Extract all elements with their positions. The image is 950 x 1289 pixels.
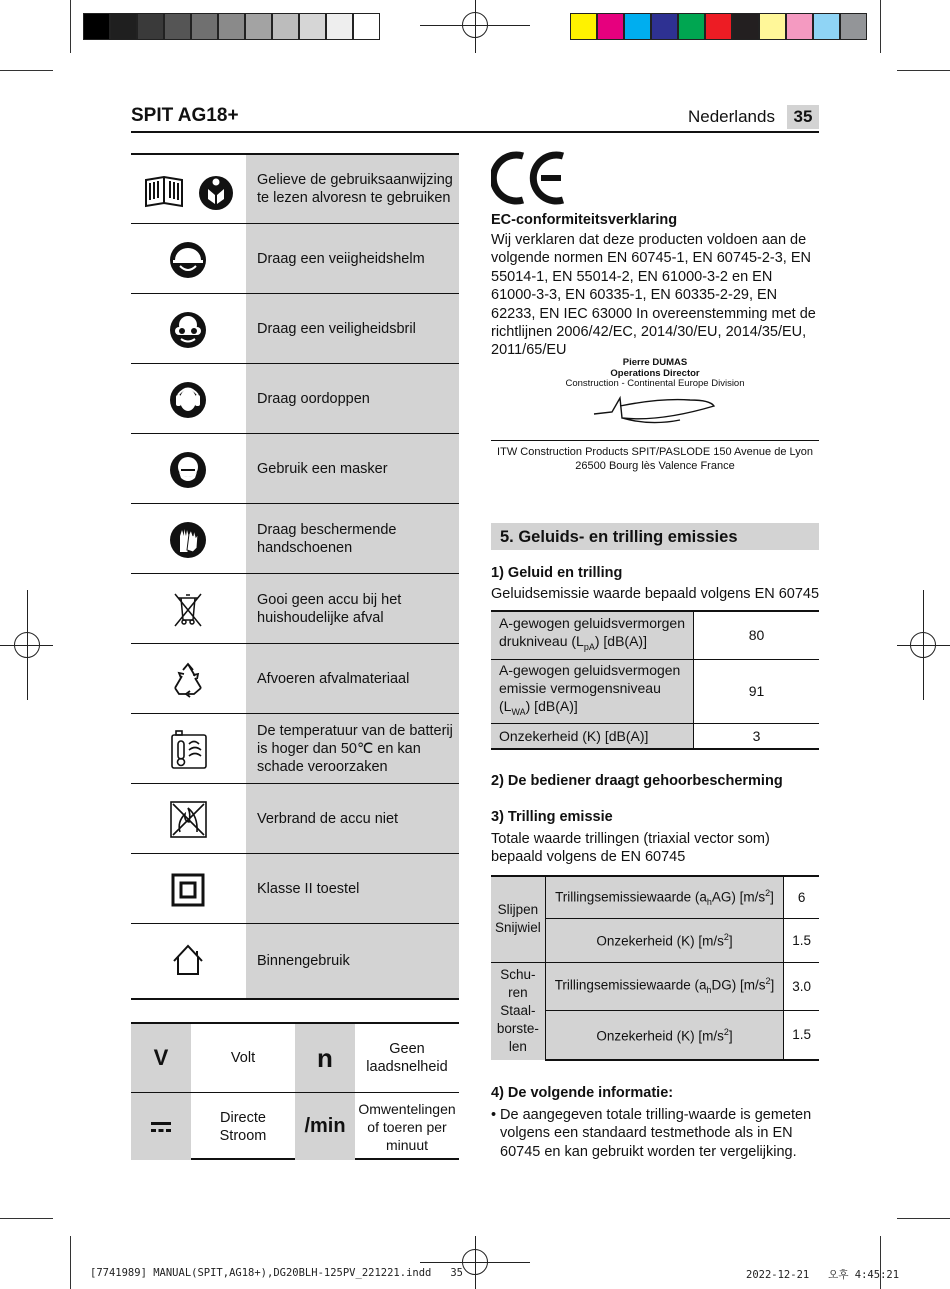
color-swatch [624, 13, 651, 40]
signer-role: Operations Director [610, 368, 700, 379]
language-label: Nederlands [688, 107, 775, 126]
safety-row [131, 853, 459, 923]
safety-row [131, 783, 459, 853]
company-address [491, 445, 819, 473]
table-row [491, 659, 819, 723]
table-cell: 3.0 [784, 962, 819, 1010]
class-2-icon [131, 854, 246, 923]
signature [590, 392, 720, 433]
crop-mark [897, 70, 950, 71]
crop-mark [0, 1218, 53, 1219]
table-row [491, 611, 819, 659]
subsection-text: Geluidsemissie waarde bepaald volgens EN 60745 [491, 586, 820, 602]
safety-text: Draag een veiligheidsbril [246, 294, 459, 363]
color-swatch [840, 13, 867, 40]
section-title: 5. Geluids- en trilling emissies [500, 528, 738, 546]
crop-mark [70, 1236, 71, 1289]
color-swatch [326, 13, 353, 40]
color-swatch [786, 13, 813, 40]
safety-row [131, 923, 459, 998]
table-cell: Onzekerheid (K) $[m/s^2]$ [545, 918, 783, 962]
table-cell: Trillingsemissiewaarde $(a_hAG)$ $[m/s^2]$ [545, 876, 783, 918]
color-swatch [678, 13, 705, 40]
safety-row [131, 293, 459, 363]
safety-row [131, 223, 459, 293]
table-cell: 80 [694, 611, 820, 659]
helmet-icon [131, 224, 246, 293]
table-row [491, 962, 819, 1010]
vibration-table [491, 875, 819, 1061]
safety-text: Gooi geen accu bij het huishoudelijke afval [246, 574, 459, 643]
safety-text: Gebruik een masker [246, 434, 459, 503]
company-line: ITW Construction Products SPIT/PASLODE 150 Avenue de Lyon [497, 446, 813, 458]
company-line: 26500 Bourg lès Valence France [575, 460, 735, 472]
print-timestamp: 2022-12-21 오후 4:45:21 [746, 1269, 900, 1281]
safety-row [131, 153, 459, 223]
table-cell: 91 [694, 659, 820, 723]
subsection-heading: 3) Trilling emissie [491, 809, 613, 825]
color-swatch [191, 13, 218, 40]
safety-text: Draag beschermende handschoenen [246, 504, 459, 573]
per-minute-label: Omwentelingen of toeren per minuut [358, 1100, 456, 1153]
table-cell: Onzekerheid (K) $[m/s^2]$ [545, 1010, 783, 1060]
color-swatch [137, 13, 164, 40]
direct-current-icon [131, 1093, 191, 1160]
speed-symbol: n [295, 1024, 355, 1092]
mask-icon [131, 434, 246, 503]
crop-mark [70, 0, 71, 53]
safety-text: Draag oordoppen [246, 364, 459, 433]
table-cell: 6 [784, 876, 819, 918]
table-row [491, 876, 819, 918]
safety-text: Draag een veiigheidshelm [246, 224, 459, 293]
safety-text: Afvoeren afvalmateriaal [246, 644, 459, 713]
table-cell: A-gewogen geluidsvermogen emissie vermogensniveau $(L_{WA})$ [dB(A)] [491, 659, 694, 723]
house-icon [131, 924, 246, 998]
color-swatch [164, 13, 191, 40]
declaration-text: Wij verklaren dat deze producten voldoen aan de volgende normen EN 60745-1, EN 60745-2-3, EN 55014-1, EN 55014-2, EN 61000-3-2 en EN 61000-3-3, EN 60335-1, EN 60335-2-29, EN 62233, EN IEC 63000 In overeenstemming met de richtlijnen 2006/42/EC, 2014/30/EU, 2014/35/EU, 2011/65/EU [491, 232, 816, 359]
color-swatch [299, 13, 326, 40]
table-cell: A-gewogen geluidsvermorgen drukniveau $(L_{pA})$ [dB(A)] [491, 611, 694, 659]
color-swatch [651, 13, 678, 40]
gloves-icon [131, 504, 246, 573]
crop-mark [880, 0, 881, 53]
speed-label: Geen laadsnelheid [366, 1041, 448, 1075]
recycle-icon [131, 644, 246, 713]
safety-row [131, 363, 459, 433]
color-swatch [218, 13, 245, 40]
table-cell: Onzekerheid (K) [dB(A)] [491, 723, 694, 749]
safety-text: Gelieve de gebruiksaanwijzing te lezen alvoresn te gebruiken [246, 155, 459, 223]
bullet: • [491, 1107, 497, 1123]
table-cell: 1.5 [784, 1010, 819, 1060]
safety-row [131, 713, 459, 783]
color-swatch [705, 13, 732, 40]
file-info: [7741989] MANUAL(SPIT,AG18+),DG20BLH-125PV_221221.indd 35 [90, 1267, 463, 1279]
no-fire-icon [131, 784, 246, 853]
color-swatch [759, 13, 786, 40]
safety-text: De temperatuur van de batterij is hoger dan 50℃ en kan schade veroorzaken [246, 714, 459, 783]
table-cell: Trillingsemissiewaarde $(a_hDG)$ $[m/s^2]$ [545, 962, 783, 1010]
crossed-bin-icon [131, 574, 246, 643]
volt-symbol: V [131, 1024, 191, 1092]
page-title: SPIT AG18+ [131, 105, 239, 126]
color-swatch [245, 13, 272, 40]
goggles-icon [131, 294, 246, 363]
noise-table [491, 610, 819, 750]
safety-text: Verbrand de accu niet [246, 784, 459, 853]
header-rule [131, 131, 819, 133]
ear-protection-icon [131, 364, 246, 433]
color-swatch [813, 13, 840, 40]
direct-current-label: Directe Stroom [219, 1109, 267, 1144]
safety-row [131, 573, 459, 643]
table-cell: 1.5 [784, 918, 819, 962]
subsection-heading: 4) De volgende informatie: [491, 1085, 674, 1101]
safety-text: Klasse II toestel [246, 854, 459, 923]
manual-icon [131, 155, 246, 223]
table-row [491, 723, 819, 749]
safety-row [131, 643, 459, 713]
subsection-heading: 2) De bediener draagt gehoorbescherming [491, 773, 783, 789]
info-text: De aangegeven totale trilling-waarde is gemeten volgens een standaard testmethode als in EN 60745 en kan gebruikt worden ter vergelijking. [500, 1107, 812, 1160]
crop-mark [897, 1218, 950, 1219]
subsection-heading: 1) Geluid en trilling [491, 565, 623, 581]
symbols-table [131, 1022, 459, 1160]
table-cell: Slijpen Snijwiel [491, 876, 545, 962]
safety-row [131, 433, 459, 503]
safety-text: Binnengebruik [246, 924, 459, 998]
page-number: 35 [787, 105, 819, 129]
signer-name: Pierre DUMAS [622, 357, 688, 368]
volt-label: Volt [230, 1050, 256, 1066]
crop-mark [0, 70, 53, 71]
battery-temperature-icon [131, 714, 246, 783]
ce-mark [491, 150, 566, 213]
color-swatch [732, 13, 759, 40]
table-rule [131, 998, 459, 1000]
declaration-title: EC-conformiteitsverklaring [491, 212, 678, 228]
color-swatch [570, 13, 597, 40]
color-swatch [272, 13, 299, 40]
subsection-text: Totale waarde trillingen (triaxial vector som) bepaald volgens de EN 60745 [491, 831, 770, 866]
signer-block [491, 357, 819, 379]
table-cell: Schu-ren Staal-borste-len [491, 962, 545, 1060]
signer-division: Construction - Continental Europe Division [565, 378, 745, 389]
color-swatch [83, 13, 110, 40]
safety-row [131, 503, 459, 573]
signature-rule [491, 440, 819, 441]
table-cell: 3 [694, 723, 820, 749]
per-minute-symbol: /min [295, 1093, 355, 1160]
color-swatch [110, 13, 137, 40]
color-swatch [353, 13, 380, 40]
color-swatch [597, 13, 624, 40]
